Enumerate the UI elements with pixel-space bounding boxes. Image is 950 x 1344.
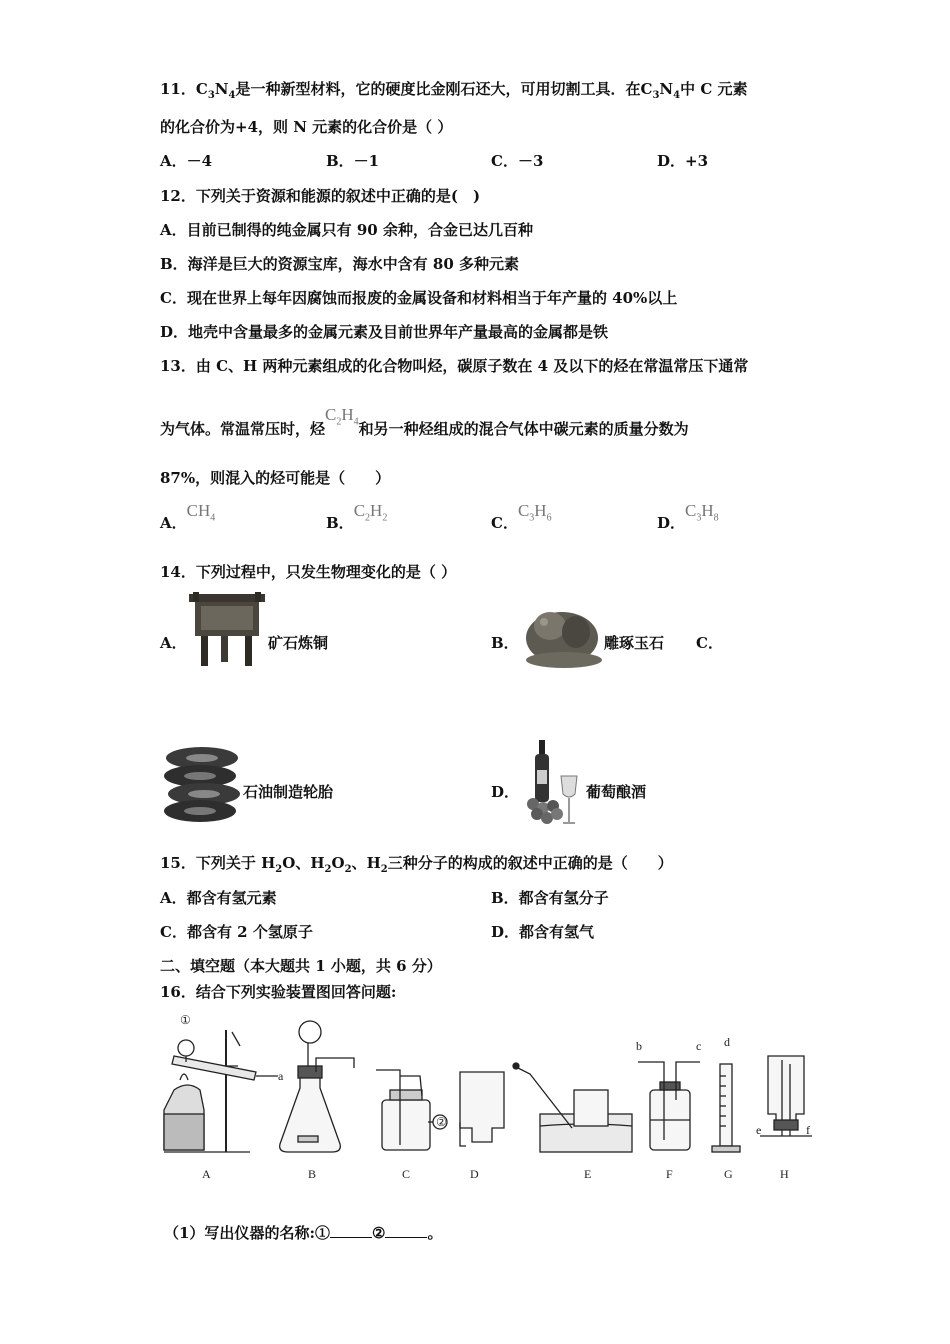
mark-f: f (806, 1123, 810, 1137)
q15-option-d: D．都含有氢气 (491, 923, 595, 941)
label-f: F (666, 1167, 673, 1181)
q14-option-b-text: 雕琢玉石 (604, 634, 665, 652)
jade-carving-image (520, 598, 602, 670)
q13-option-d: D．$C_3H_8$ (657, 501, 719, 532)
section-heading: 二、填空题（本大题共 1 小题，共 6 分） (160, 957, 442, 975)
bronze-ding-image (187, 592, 267, 670)
q13-option-a: A．$CH_4$ (160, 501, 216, 532)
label-g: G (724, 1167, 733, 1181)
apparatus-d (460, 1072, 504, 1146)
c2h4-formula: $C_2H_4$ (325, 405, 359, 428)
label-c: C (402, 1167, 411, 1181)
mark-1: ① (180, 1013, 191, 1027)
q14-option-d-letter: D． (491, 783, 520, 801)
q12-option-b: B．海洋是巨大的资源宝库，海水中含有 80 多种元素 (160, 255, 519, 273)
q12-option-c: C．现在世界上每年因腐蚀而报废的金属设备和材料相当于年产量的 40%以上 (160, 289, 678, 307)
apparatus-b (280, 1021, 354, 1152)
tire-stack-image (162, 744, 242, 824)
label-e: E (584, 1167, 592, 1181)
answer-blank-1[interactable] (330, 1223, 372, 1238)
apparatus-a (164, 1030, 278, 1152)
q14-option-d-text: 葡萄酿酒 (586, 783, 647, 801)
q11-line1: 11．$C_3N_4$是一种新型材料，它的硬度比金刚石还大，可用切割工具．在$C_3N_4$中 C 元素 (160, 80, 748, 101)
q13-line3: 87%，则混入的烃可能是（ ） (160, 469, 391, 487)
q14-option-a-text: 矿石炼铜 (268, 634, 329, 652)
q11-option-a: A．－4 (160, 152, 213, 170)
lab-apparatus-diagram (160, 1010, 820, 1195)
mark-e: e (756, 1123, 762, 1137)
q14-option-c-text: 石油制造轮胎 (243, 783, 334, 801)
apparatus-h (760, 1056, 812, 1136)
q14-option-a-letter: A． (160, 634, 187, 652)
apparatus-g (712, 1064, 740, 1152)
mark-d: d (724, 1035, 730, 1049)
q15-stem: 15．下列关于 $H_2O$、$H_2O_2$、$H_2$三种分子的构成的叙述中正确的是（ ） (160, 854, 673, 875)
q14-option-b-letter: B． (491, 634, 519, 652)
q11-option-d: D．+3 (657, 152, 709, 170)
q15-option-c: C．都含有 2 个氢原子 (160, 923, 313, 941)
q16-sub1: （1）写出仪器的名称:① ② 。 (164, 1224, 443, 1242)
mark-b: b (636, 1039, 642, 1053)
apparatus-c (376, 1070, 447, 1150)
mark-a: a (278, 1069, 284, 1083)
q15-option-a: A．都含有氢元素 (160, 889, 277, 907)
mark-c: c (696, 1039, 702, 1053)
apparatus-e (513, 1063, 632, 1152)
q13-line2: 为气体。常温常压时，烃$C_2H_4$和另一种烃组成的混合气体中碳元素的质量分数为 (160, 405, 689, 438)
apparatus-f (638, 1062, 700, 1150)
q13-line1: 13．由 C、H 两种元素组成的化合物叫烃，碳原子数在 4 及以下的烃在常温常压下通常 (160, 357, 749, 375)
q16-stem: 16．结合下列实验装置图回答问题: (160, 983, 397, 1001)
wine-grapes-image (523, 740, 585, 830)
mark-2: ② (436, 1115, 447, 1129)
label-b: B (308, 1167, 317, 1181)
q15-option-b: B．都含有氢分子 (491, 889, 609, 907)
q11-line2: 的化合价为+4，则 N 元素的化合价是（ ） (160, 118, 453, 136)
q11-option-b: B．－1 (326, 152, 380, 170)
label-a: A (202, 1167, 211, 1181)
q13-option-c: C．$C_3H_6$ (491, 501, 552, 532)
label-d: D (470, 1167, 479, 1181)
q14-stem: 14．下列过程中，只发生物理变化的是（ ） (160, 563, 457, 581)
q12-option-d: D．地壳中含量最多的金属元素及目前世界年产量最高的金属都是铁 (160, 323, 609, 341)
q13-option-b: B．$C_2H_2$ (326, 501, 388, 532)
q11-option-c: C．－3 (491, 152, 544, 170)
answer-blank-2[interactable] (385, 1223, 427, 1238)
q12-option-a: A．目前已制得的纯金属只有 90 余种，合金已达几百种 (160, 221, 533, 239)
q12-stem: 12．下列关于资源和能源的叙述中正确的是( ) (160, 187, 481, 205)
q14-option-c-letter: C． (696, 634, 723, 652)
label-h: H (780, 1167, 789, 1181)
